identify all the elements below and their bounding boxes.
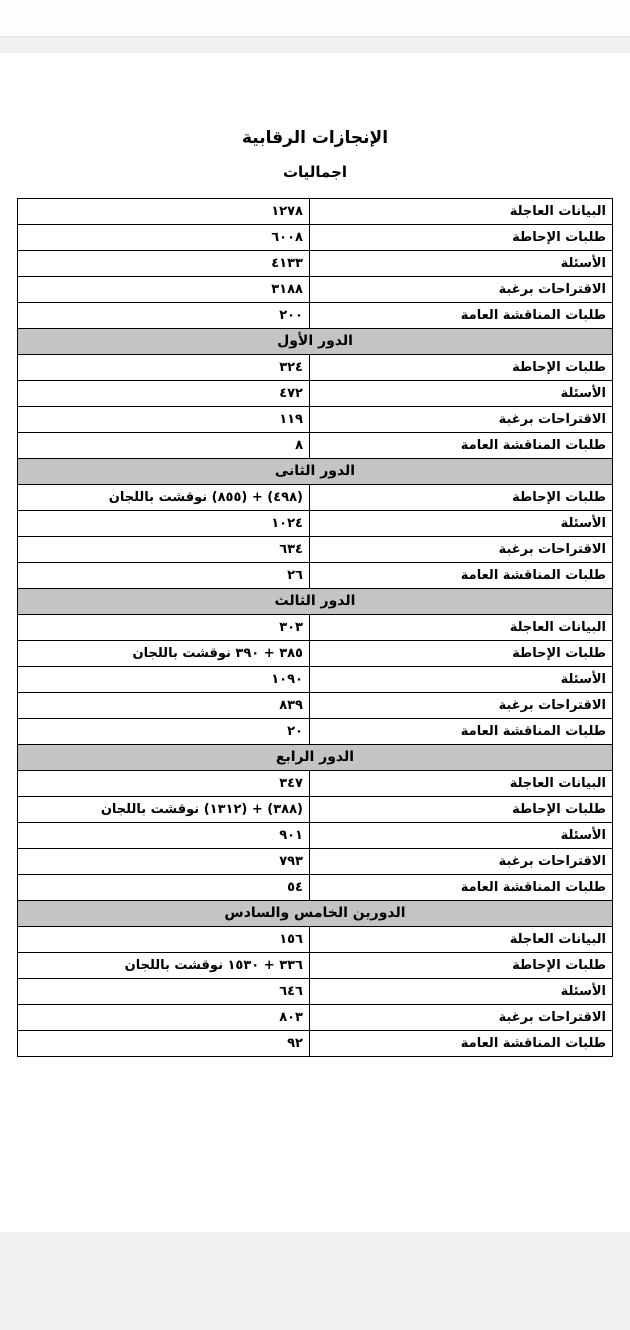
table-row (18, 979, 613, 1005)
row-value: ٢٦ (18, 563, 310, 589)
document-page (0, 53, 630, 1232)
row-value: ٢٠ (18, 719, 310, 745)
row-label: الأسئلة (310, 979, 613, 1005)
row-value: ٨٠٣ (18, 1005, 310, 1031)
row-value: ٢٠٠ (18, 303, 310, 329)
row-label: البيانات العاجلة (310, 199, 613, 225)
row-value: ٤٧٢ (18, 381, 310, 407)
row-value: (٤٩٨) + (٨٥٥) نوقشت باللجان (18, 485, 310, 511)
row-value: ٣٠٣ (18, 615, 310, 641)
row-value: ٣١٨٨ (18, 277, 310, 303)
table-row (18, 407, 613, 433)
achievements-table (17, 198, 613, 1057)
section-heading: الدور الثالث (18, 589, 613, 615)
row-value: ٥٤ (18, 875, 310, 901)
table-row (18, 381, 613, 407)
row-label: الأسئلة (310, 251, 613, 277)
row-value: ٦٠٠٨ (18, 225, 310, 251)
section-header-row (18, 589, 613, 615)
row-label: الاقتراحات برغبة (310, 537, 613, 563)
section-heading: الدور الثانى (18, 459, 613, 485)
row-label: طلبات الإحاطة (310, 225, 613, 251)
table-row (18, 1005, 613, 1031)
row-label: طلبات المناقشة العامة (310, 1031, 613, 1057)
table-row (18, 615, 613, 641)
row-value: ٨٣٩ (18, 693, 310, 719)
table-row (18, 251, 613, 277)
row-value: ٣٨٥ + ٣٩٠ نوقشت باللجان (18, 641, 310, 667)
table-row (18, 511, 613, 537)
row-value: ٤١٣٣ (18, 251, 310, 277)
row-value: ٣٢٤ (18, 355, 310, 381)
row-value: (٣٨٨) + (١٣١٢) نوقشت باللجان (18, 797, 310, 823)
row-value: ١٠٩٠ (18, 667, 310, 693)
row-label: الاقتراحات برغبة (310, 693, 613, 719)
row-value: ٧٩٣ (18, 849, 310, 875)
row-value: ٣٣٦ + ١٥٣٠ نوقشت باللجان (18, 953, 310, 979)
viewer-top-bar (0, 0, 630, 37)
section-heading: الدور الأول (18, 329, 613, 355)
row-value: ٩٠١ (18, 823, 310, 849)
table-row (18, 277, 613, 303)
document-title: الإنجازات الرقابية (241, 128, 389, 148)
row-label: طلبات المناقشة العامة (310, 719, 613, 745)
row-label: الأسئلة (310, 381, 613, 407)
table-row (18, 875, 613, 901)
row-value: ٨ (18, 433, 310, 459)
table-row (18, 225, 613, 251)
row-label: البيانات العاجلة (310, 927, 613, 953)
table-row (18, 771, 613, 797)
row-label: طلبات الإحاطة (310, 355, 613, 381)
row-label: طلبات الإحاطة (310, 953, 613, 979)
table-row (18, 667, 613, 693)
row-label: طلبات الإحاطة (310, 641, 613, 667)
table-row (18, 849, 613, 875)
row-label: الأسئلة (310, 511, 613, 537)
row-label: البيانات العاجلة (310, 615, 613, 641)
row-label: الاقتراحات برغبة (310, 407, 613, 433)
table-row (18, 953, 613, 979)
table-row (18, 303, 613, 329)
section-heading: الدور الرابع (18, 745, 613, 771)
table-row (18, 641, 613, 667)
section-header-row (18, 459, 613, 485)
row-label: الاقتراحات برغبة (310, 277, 613, 303)
row-label: طلبات المناقشة العامة (310, 303, 613, 329)
row-label: الأسئلة (310, 823, 613, 849)
document-subtitle: اجماليات (282, 163, 348, 181)
table-row (18, 693, 613, 719)
table-body (18, 199, 613, 1057)
row-label: الاقتراحات برغبة (310, 1005, 613, 1031)
table-row (18, 719, 613, 745)
row-value: ١١٩ (18, 407, 310, 433)
table-row (18, 797, 613, 823)
row-value: ١٠٢٤ (18, 511, 310, 537)
table-row (18, 537, 613, 563)
section-header-row (18, 329, 613, 355)
row-label: الاقتراحات برغبة (310, 849, 613, 875)
table-row (18, 563, 613, 589)
row-label: البيانات العاجلة (310, 771, 613, 797)
section-header-row (18, 745, 613, 771)
section-header-row (18, 901, 613, 927)
row-label: طلبات المناقشة العامة (310, 563, 613, 589)
row-value: ٦٣٤ (18, 537, 310, 563)
table-row (18, 927, 613, 953)
table-row (18, 1031, 613, 1057)
row-value: ٩٢ (18, 1031, 310, 1057)
row-value: ٦٤٦ (18, 979, 310, 1005)
row-label: طلبات المناقشة العامة (310, 433, 613, 459)
row-label: طلبات الإحاطة (310, 485, 613, 511)
table-row (18, 199, 613, 225)
section-heading: الدورين الخامس والسادس (18, 901, 613, 927)
row-label: الأسئلة (310, 667, 613, 693)
row-value: ١٢٧٨ (18, 199, 310, 225)
table-row (18, 355, 613, 381)
row-label: طلبات المناقشة العامة (310, 875, 613, 901)
table-row (18, 823, 613, 849)
table-row (18, 433, 613, 459)
row-label: طلبات الإحاطة (310, 797, 613, 823)
row-value: ١٥٦ (18, 927, 310, 953)
row-value: ٣٤٧ (18, 771, 310, 797)
table-row (18, 485, 613, 511)
